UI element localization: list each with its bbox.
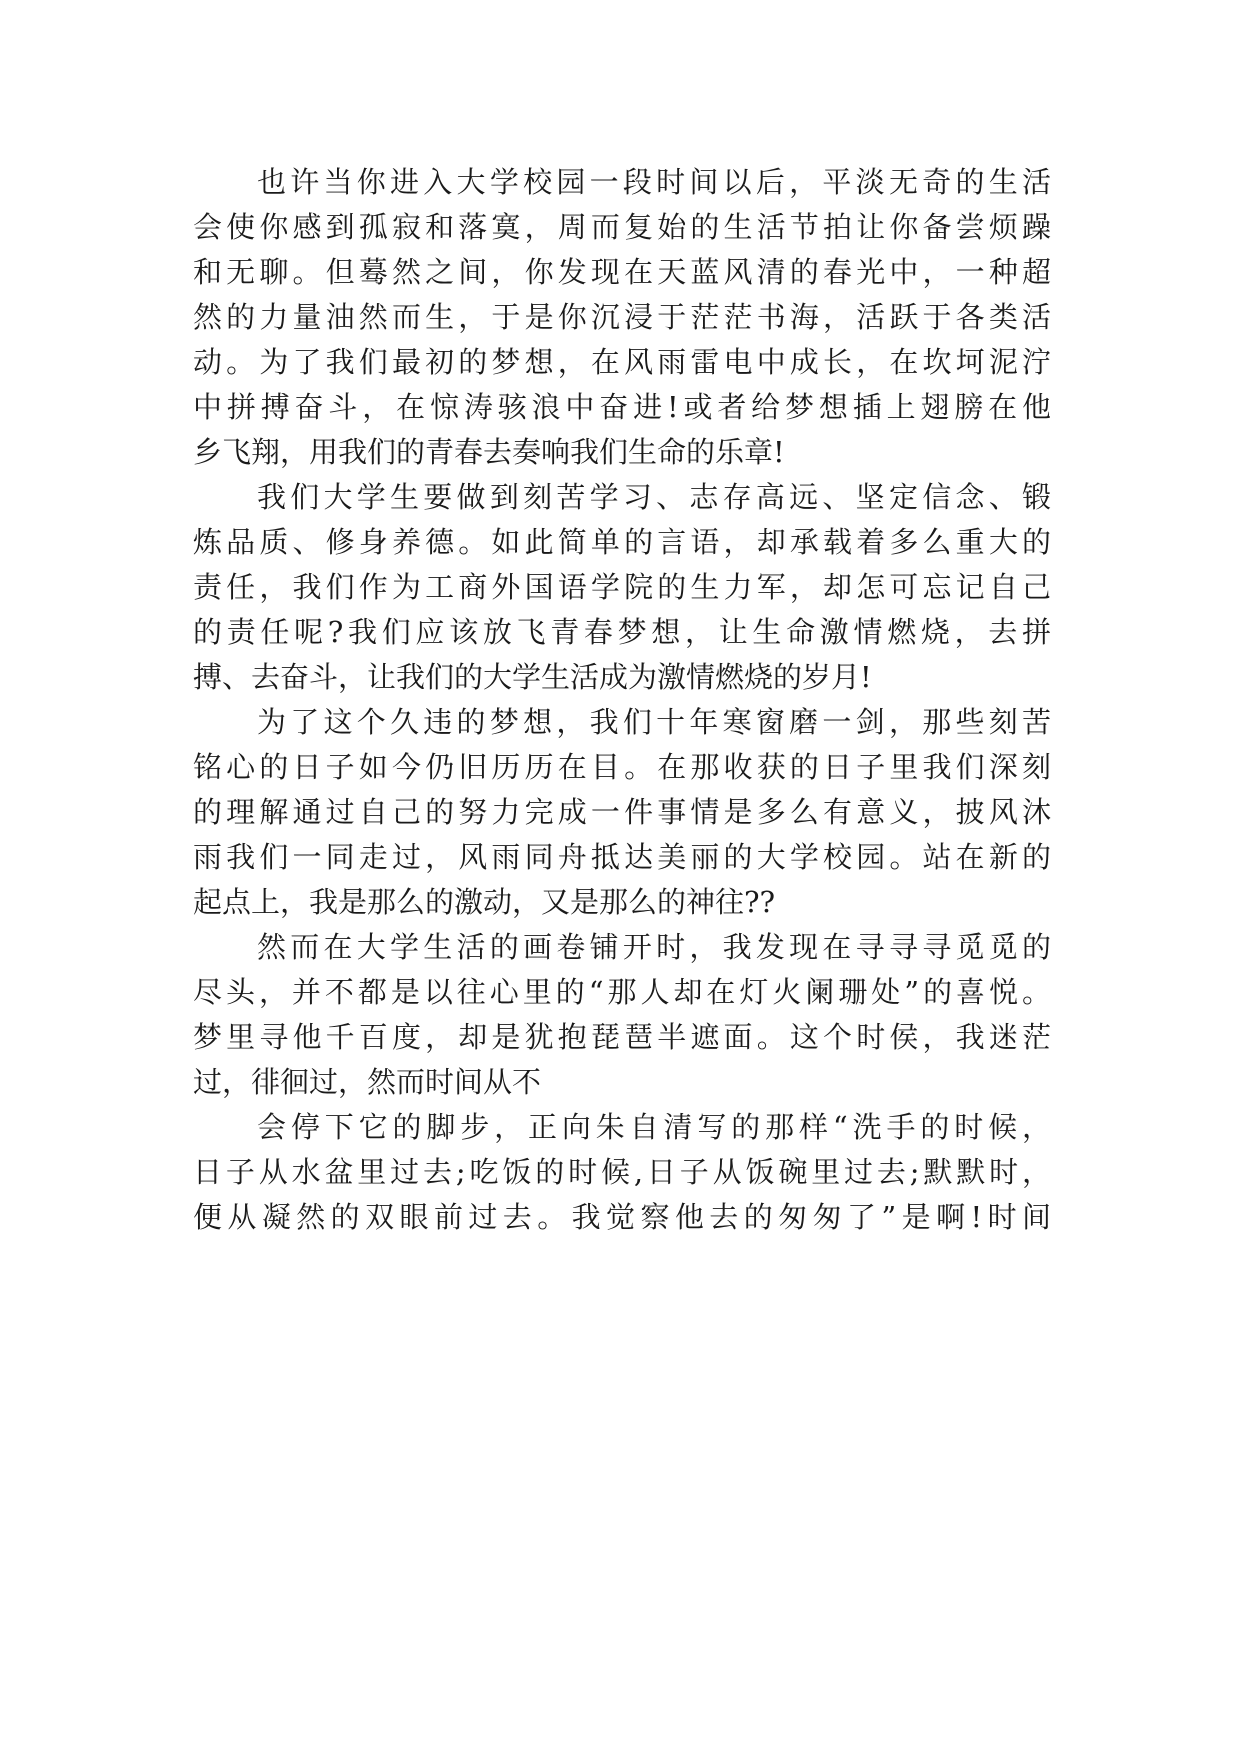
paragraph-1-line-2: 会使你感到孤寂和落寞，周而复始的生活节拍让你备尝烦躁 — [193, 210, 1051, 244]
paragraph-5-line-3: 便从凝然的双眼前过去。我觉察他去的匆匆了”是啊!时间 — [193, 1200, 1051, 1234]
paragraph-3-line-3: 的理解通过自己的努力完成一件事情是多么有意义，披风沐 — [193, 795, 1051, 829]
paragraph-3-line-1: 为了这个久违的梦想，我们十年寒窗磨一剑，那些刻苦 — [257, 705, 1051, 739]
paragraph-1-line-5: 动。为了我们最初的梦想，在风雨雷电中成长，在坎坷泥泞 — [193, 345, 1051, 379]
paragraph-4-line-2: 尽头，并不都是以往心里的“那人却在灯火阑珊处”的喜悦。 — [193, 975, 1051, 1009]
paragraph-1-line-1: 也许当你进入大学校园一段时间以后，平淡无奇的生活 — [257, 165, 1051, 199]
paragraph-5-line-2: 日子从水盆里过去;吃饭的时候,日子从饭碗里过去;默默时， — [193, 1155, 1051, 1189]
paragraph-3-line-4: 雨我们一同走过，风雨同舟抵达美丽的大学校园。站在新的 — [193, 840, 1051, 874]
paragraph-2-line-2: 炼品质、修身养德。如此简单的言语，却承载着多么重大的 — [193, 525, 1051, 559]
paragraph-4-line-1: 然而在大学生活的画卷铺开时，我发现在寻寻寻觅觅的 — [257, 930, 1051, 964]
paragraph-4-line-4: 过，徘徊过，然而时间从不 — [193, 1065, 542, 1099]
paragraph-2-line-4: 的责任呢?我们应该放飞青春梦想，让生命激情燃烧，去拼 — [193, 615, 1051, 649]
paragraph-3-line-5: 起点上，我是那么的激动，又是那么的神往?? — [193, 885, 776, 919]
paragraph-1-line-6: 中拼搏奋斗，在惊涛骇浪中奋进!或者给梦想插上翅膀在他 — [193, 390, 1051, 424]
paragraph-2-line-1: 我们大学生要做到刻苦学习、志存高远、坚定信念、锻 — [257, 480, 1051, 514]
paragraph-2-line-5: 搏、去奋斗，让我们的大学生活成为激情燃烧的岁月! — [193, 660, 872, 694]
paragraph-2-line-3: 责任，我们作为工商外国语学院的生力军，却怎可忘记自己 — [193, 570, 1051, 604]
paragraph-5-line-1: 会停下它的脚步，正向朱自清写的那样“洗手的时候， — [257, 1110, 1051, 1144]
paragraph-1-line-4: 然的力量油然而生，于是你沉浸于茫茫书海，活跃于各类活 — [193, 300, 1051, 334]
paragraph-1-line-7: 乡飞翔，用我们的青春去奏响我们生命的乐章! — [193, 435, 785, 469]
body-text — [193, 160, 1051, 1240]
paragraph-3-line-2: 铭心的日子如今仍旧历历在目。在那收获的日子里我们深刻 — [193, 750, 1051, 784]
paragraph-4-line-3: 梦里寻他千百度，却是犹抱琵琶半遮面。这个时侯，我迷茫 — [193, 1020, 1051, 1054]
paragraph-1-line-3: 和无聊。但蓦然之间，你发现在天蓝风清的春光中，一种超 — [193, 255, 1051, 289]
